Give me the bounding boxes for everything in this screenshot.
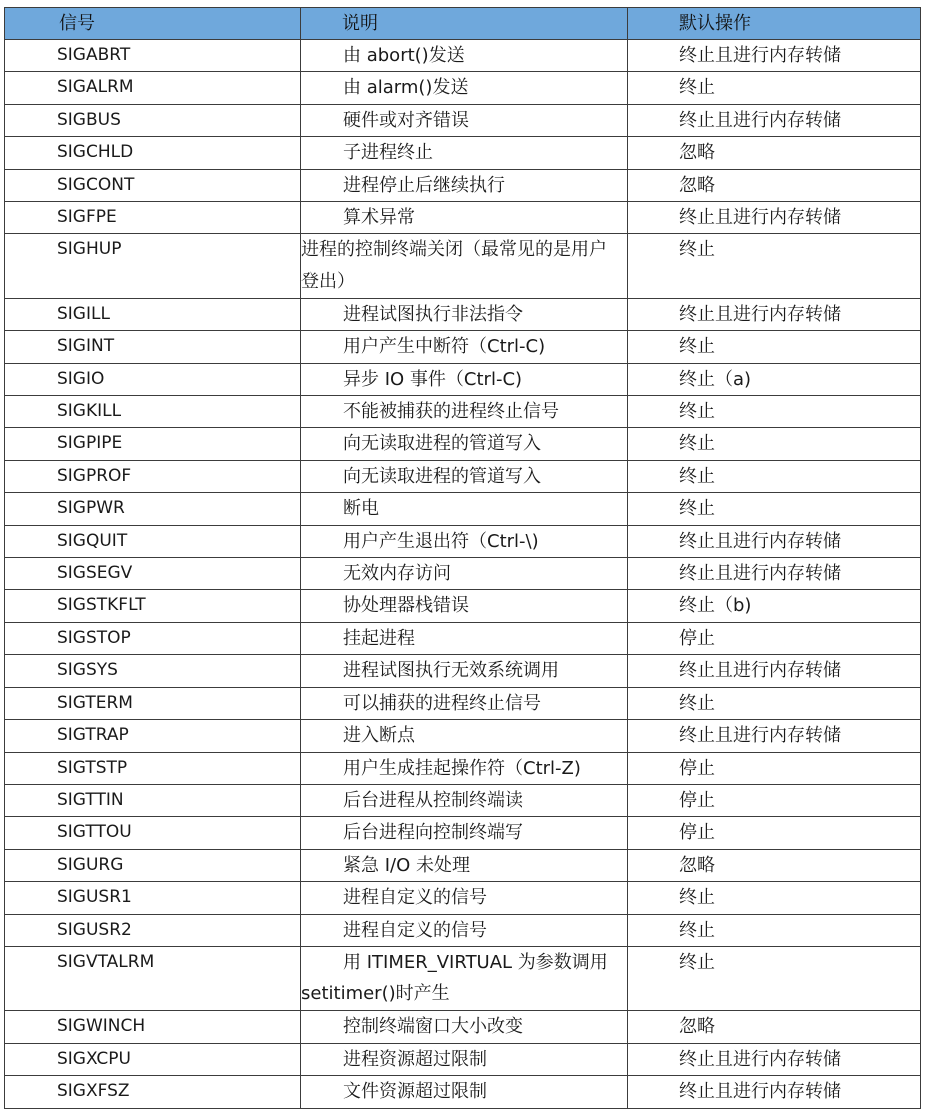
table-row	[5, 558, 921, 590]
table-row	[5, 590, 921, 622]
table-row	[5, 720, 921, 752]
signal-description: 用户生成挂起操作符（Ctrl-Z)	[301, 752, 628, 784]
signal-description: 后台进程从控制终端读	[301, 784, 628, 816]
signal-description: 不能被捕获的进程终止信号	[301, 396, 628, 428]
signal-description: 进程资源超过限制	[301, 1043, 628, 1075]
default-action: 终止	[628, 687, 921, 719]
signal-description: 控制终端窗口大小改变	[301, 1011, 628, 1043]
table-row	[5, 914, 921, 946]
table-row	[5, 1076, 921, 1108]
header-row	[5, 8, 921, 40]
signal-description: 挂起进程	[301, 622, 628, 654]
signal-description: 用户产生退出符（Ctrl-\)	[301, 525, 628, 557]
default-action: 终止	[628, 428, 921, 460]
table-row	[5, 817, 921, 849]
table-row	[5, 234, 921, 298]
default-action: 忽略	[628, 1011, 921, 1043]
default-action: 终止且进行内存转储	[628, 558, 921, 590]
signal-name: SIGPWR	[5, 493, 301, 525]
signal-description: 进程试图执行非法指令	[301, 298, 628, 330]
signal-name: SIGTERM	[5, 687, 301, 719]
signal-description	[301, 946, 628, 1010]
signal-description: 进程停止后继续执行	[301, 169, 628, 201]
default-action: 终止	[628, 396, 921, 428]
table-row	[5, 946, 921, 1010]
default-action: 停止	[628, 817, 921, 849]
table-row	[5, 396, 921, 428]
table-header	[5, 8, 921, 40]
default-action: 终止且进行内存转储	[628, 40, 921, 72]
table-row	[5, 428, 921, 460]
default-action: 停止	[628, 752, 921, 784]
table-row	[5, 493, 921, 525]
signal-description: 用户产生中断符（Ctrl-C)	[301, 331, 628, 363]
table-row	[5, 784, 921, 816]
table-row	[5, 72, 921, 104]
default-action: 终止且进行内存转储	[628, 202, 921, 234]
default-action: 终止	[628, 914, 921, 946]
signal-name: SIGTTOU	[5, 817, 301, 849]
signal-name: SIGABRT	[5, 40, 301, 72]
signal-name: SIGQUIT	[5, 525, 301, 557]
default-action: 终止且进行内存转储	[628, 720, 921, 752]
table-row	[5, 655, 921, 687]
table-row	[5, 525, 921, 557]
table-row	[5, 169, 921, 201]
table-row	[5, 137, 921, 169]
default-action: 终止且进行内存转储	[628, 104, 921, 136]
signal-description: 由 abort()发送	[301, 40, 628, 72]
table-row	[5, 687, 921, 719]
signal-name: SIGPROF	[5, 460, 301, 492]
table-body	[5, 40, 921, 1109]
default-action: 忽略	[628, 849, 921, 881]
default-action: 终止	[628, 234, 921, 298]
signal-description: 协处理器栈错误	[301, 590, 628, 622]
signal-name: SIGPIPE	[5, 428, 301, 460]
default-action: 终止	[628, 882, 921, 914]
default-action: 忽略	[628, 169, 921, 201]
signal-description: 异步 IO 事件（Ctrl-C)	[301, 363, 628, 395]
default-action: 终止（a)	[628, 363, 921, 395]
signal-name: SIGUSR2	[5, 914, 301, 946]
signal-name: SIGXCPU	[5, 1043, 301, 1075]
table-row	[5, 752, 921, 784]
signal-name: SIGKILL	[5, 396, 301, 428]
signal-description: 硬件或对齐错误	[301, 104, 628, 136]
signal-name: SIGSYS	[5, 655, 301, 687]
header-signal: 信号	[5, 8, 301, 40]
signal-description: 后台进程向控制终端写	[301, 817, 628, 849]
header-description: 说明	[301, 8, 628, 40]
signal-name: SIGILL	[5, 298, 301, 330]
signal-description: 向无读取进程的管道写入	[301, 460, 628, 492]
signal-name: SIGALRM	[5, 72, 301, 104]
signal-description: 向无读取进程的管道写入	[301, 428, 628, 460]
signal-name: SIGTRAP	[5, 720, 301, 752]
table-row	[5, 882, 921, 914]
signal-name: SIGIO	[5, 363, 301, 395]
default-action: 终止（b)	[628, 590, 921, 622]
table-row	[5, 298, 921, 330]
header-default-action: 默认操作	[628, 8, 921, 40]
signal-description: 紧急 I/O 未处理	[301, 849, 628, 881]
signal-name: SIGCONT	[5, 169, 301, 201]
default-action: 终止	[628, 331, 921, 363]
default-action: 停止	[628, 622, 921, 654]
signal-description	[301, 234, 628, 298]
signal-description: 进程自定义的信号	[301, 914, 628, 946]
signal-name: SIGCHLD	[5, 137, 301, 169]
default-action: 终止且进行内存转储	[628, 1043, 921, 1075]
default-action: 终止	[628, 493, 921, 525]
signal-description: 由 alarm()发送	[301, 72, 628, 104]
signal-description: 断电	[301, 493, 628, 525]
signal-name: SIGURG	[5, 849, 301, 881]
table-row	[5, 1011, 921, 1043]
table-row	[5, 849, 921, 881]
signal-table	[4, 7, 921, 1109]
table-row	[5, 40, 921, 72]
default-action: 终止且进行内存转储	[628, 655, 921, 687]
table-row	[5, 202, 921, 234]
table-row	[5, 1043, 921, 1075]
signal-description: 算术异常	[301, 202, 628, 234]
signal-name: SIGVTALRM	[5, 946, 301, 1010]
signal-name: SIGWINCH	[5, 1011, 301, 1043]
signal-name: SIGHUP	[5, 234, 301, 298]
table-row	[5, 622, 921, 654]
signal-description: 无效内存访问	[301, 558, 628, 590]
table-row	[5, 104, 921, 136]
signal-name: SIGXFSZ	[5, 1076, 301, 1108]
default-action: 终止且进行内存转储	[628, 1076, 921, 1108]
default-action: 终止	[628, 946, 921, 1010]
signal-description: 子进程终止	[301, 137, 628, 169]
default-action: 终止	[628, 72, 921, 104]
table-row	[5, 331, 921, 363]
signal-name: SIGSTKFLT	[5, 590, 301, 622]
signal-description: 文件资源超过限制	[301, 1076, 628, 1108]
signal-description: 进程自定义的信号	[301, 882, 628, 914]
signal-name: SIGSEGV	[5, 558, 301, 590]
signal-name: SIGUSR1	[5, 882, 301, 914]
signal-name: SIGFPE	[5, 202, 301, 234]
signal-name: SIGTSTP	[5, 752, 301, 784]
signal-description-text: 进程的控制终端关闭（最常见的是用户登出）	[301, 239, 607, 292]
default-action: 终止	[628, 460, 921, 492]
table-row	[5, 363, 921, 395]
table-row	[5, 460, 921, 492]
signal-description: 可以捕获的进程终止信号	[301, 687, 628, 719]
signal-description-text: 用 ITIMER_VIRTUAL 为参数调用 setitimer()时产生	[301, 951, 608, 1005]
signal-name: SIGBUS	[5, 104, 301, 136]
default-action: 忽略	[628, 137, 921, 169]
default-action: 停止	[628, 784, 921, 816]
signal-name: SIGINT	[5, 331, 301, 363]
default-action: 终止且进行内存转储	[628, 298, 921, 330]
signal-description: 进程试图执行无效系统调用	[301, 655, 628, 687]
signal-description: 进入断点	[301, 720, 628, 752]
default-action: 终止且进行内存转储	[628, 525, 921, 557]
signal-name: SIGSTOP	[5, 622, 301, 654]
signal-name: SIGTTIN	[5, 784, 301, 816]
